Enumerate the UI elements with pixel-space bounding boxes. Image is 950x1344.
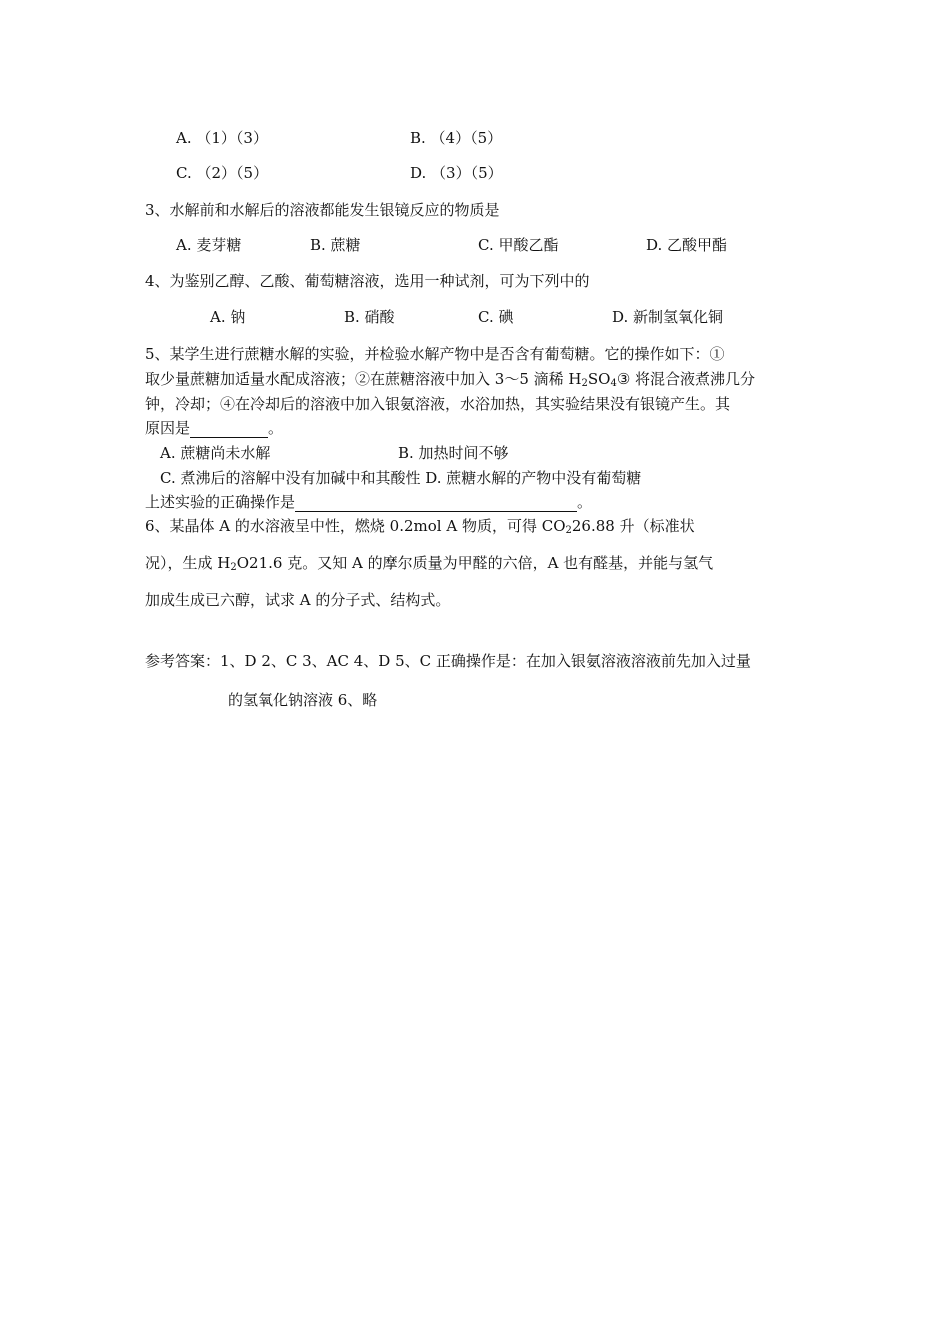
q4-stem: 4、为鉴别乙醇、乙酸、葡萄糖溶液，选用一种试剂，可为下列中的	[145, 272, 590, 290]
q5-option-cd: C. 煮沸后的溶解中没有加碱中和其酸性 D. 蔗糖水解的产物中没有葡萄糖	[160, 469, 642, 487]
q5-option-a: A. 蔗糖尚未水解	[160, 444, 271, 462]
answer-blank	[295, 495, 577, 512]
q4-option-a: A. 钠	[210, 308, 246, 326]
q5-correct-operation: 上述实验的正确操作是 。	[145, 493, 593, 511]
q2-option-d: D. （3）（5）	[410, 164, 503, 182]
answer-blank	[190, 421, 268, 438]
q5-option-b: B. 加热时间不够	[398, 444, 509, 462]
reference-answers-line-2: 的氢氧化钠溶液 6、略	[228, 691, 378, 709]
q3-option-d: D. 乙酸甲酯	[646, 236, 728, 254]
q4-option-b: B. 硝酸	[344, 308, 395, 326]
q4-option-d: D. 新制氢氧化铜	[612, 308, 724, 326]
q2-option-b: B. （4）（5）	[410, 129, 503, 147]
q6-line-3: 加成生成已六醇，试求 A 的分子式、结构式。	[145, 591, 451, 609]
q6-line-1: 6、某晶体 A 的水溶液呈中性，燃烧 0.2mol A 物质，可得 $CO_226.88$ 升（标准状	[145, 517, 695, 536]
q5-line-3: 钟，冷却；④在冷却后的溶液中加入银氨溶液，水浴加热，其实验结果没有银镜产生。其	[145, 395, 731, 413]
q3-option-b: B. 蔗糖	[310, 236, 361, 254]
q6-line-2: 况），生成 $H_2O21.6$ 克。又知 A 的摩尔质量为甲醛的六倍，A 也有醛基，并能与氢气	[145, 554, 714, 573]
q3-stem: 3、水解前和水解后的溶液都能发生银镜反应的物质是	[145, 201, 500, 219]
q4-option-c: C. 碘	[478, 308, 514, 326]
q3-option-c: C. 甲酸乙酯	[478, 236, 559, 254]
q2-option-c: C. （2）（5）	[176, 164, 269, 182]
q3-option-a: A. 麦芽糖	[176, 236, 242, 254]
q2-option-a: A. （1）（3）	[176, 129, 268, 147]
q5-line-2: 取少量蔗糖加适量水配成溶液；②在蔗糖溶液中加入 3～5 滴稀 $H_2SO_4③$ 将混合液煮沸几分	[145, 370, 756, 389]
reference-answers-line-1: 参考答案：1、D 2、C 3、AC 4、D 5、C 正确操作是：在加入银氨溶液溶液前先加入过量	[145, 652, 751, 670]
q5-line-4: 原因是 。	[145, 419, 284, 437]
q5-line-1: 5、某学生进行蔗糖水解的实验，并检验水解产物中是否含有葡萄糖。它的操作如下：①	[145, 345, 725, 363]
